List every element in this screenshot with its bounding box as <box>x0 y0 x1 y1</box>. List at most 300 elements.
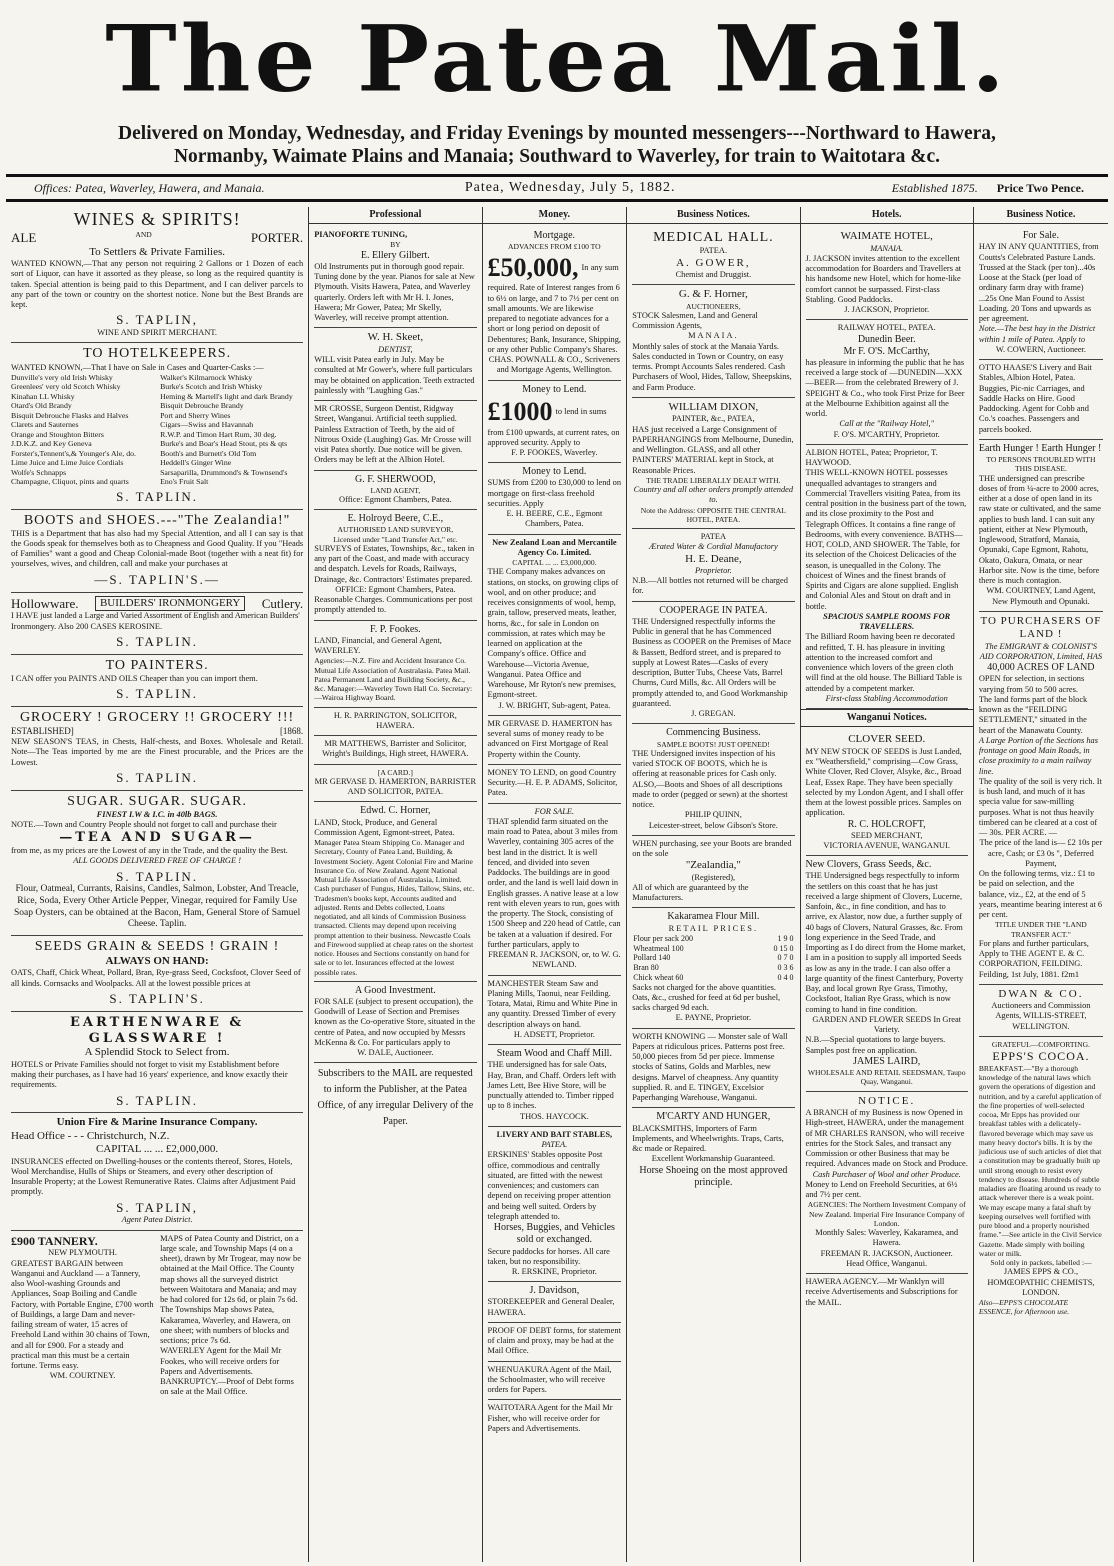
hotel-list-item: Burke's and Boar's Head Stout, pts & qts <box>160 439 288 449</box>
ad-title: RAILWAY HOTEL, PATEA. <box>837 323 936 333</box>
dateline <box>0 177 1114 199</box>
ad-dixon <box>632 398 794 529</box>
hotel-list-item: Port and Sherry Wines <box>160 410 231 420</box>
hotel-list-item: Clarets and Sauternes <box>11 420 79 430</box>
ad-for-sale <box>488 804 622 976</box>
ad-title-transfer: TITLE UNDER THE "LAND TRANSFER ACT." <box>995 920 1087 939</box>
ad-large: A Large Portion of the Sections has frontage on good Main Roads, in close proximity to a main railway line. <box>978 735 1098 776</box>
ad-title: TO PAINTERS. <box>105 657 209 673</box>
ad-name: J. Davidson, <box>529 1285 580 1297</box>
price-value: 0 15 0 <box>773 943 794 953</box>
and: AND <box>135 229 152 239</box>
ad-zealandia <box>632 836 794 909</box>
ad-body: HAY IN ANY QUANTITIES, from Coutts's Celebrated Pasture Lands. Trussed at the Stack (per ton)...40s Loose at the Stack (per load of ordinary farm dray with frame) ...25s One Man Found to Assist Loading. 20 Tons and upwards as per agreement. <box>978 242 1099 324</box>
ad-waverley: WAVERLEY Agent for the Mail Mr Fookes, who will receive orders for Papers and Advertisements. <box>160 1346 282 1376</box>
ad-name: Mr F. O'S. McCarthy, <box>843 345 930 357</box>
ad-name: F. P. Fookes. <box>370 623 421 635</box>
hotel-list-item: Booth's and Burnett's Old Tom <box>160 448 257 458</box>
ad-horner <box>314 802 476 981</box>
subtitle-line-1: Delivered on Monday, Wednesday, and Friday Evenings by mounted messengers---Northward to Hawera, <box>118 123 996 144</box>
ad-office: OFFICE: Egmont Chambers, Patea. <box>335 584 456 594</box>
ad-agencies: AGENCIES: The Northern Investment Company of New Zealand. Imperial Fire Insurance Company of London. <box>807 1200 966 1228</box>
issue-date: Patea, Wednesday, July 5, 1882. <box>464 180 676 195</box>
ad-stabling: First-class Stabling Accommodation <box>825 693 948 703</box>
signature: S. TAPLIN. <box>116 686 199 702</box>
ad-trade: THE TRADE LIBERALLY DEALT WITH. <box>646 475 781 485</box>
ad-quality: The quality of the soil is very rich. It is bush land, and much of it has specia value for saw-milling purposes. What is not thus heavily timbered can be cleared at a cost of — 30s. PER ACRE. — <box>978 776 1102 838</box>
ad-mccarty <box>632 1108 794 1193</box>
price-table <box>632 934 794 983</box>
signature: S. TAPLIN. <box>116 488 199 504</box>
ad-body: Auctioneers and Commission Agents, WILLIS-STREET, WELLINGTON. <box>991 1001 1091 1031</box>
ad-name: G. F. SHERWOOD, <box>355 473 436 485</box>
ad-title: BOOTS and SHOES.---"The Zealandia!" <box>23 512 291 528</box>
price-item: Pollard 140 <box>633 953 671 963</box>
signature: E. PAYNE, Proprietor. <box>675 1013 752 1023</box>
ad-wines <box>11 207 303 343</box>
signature: H. ADSETT, Proprietor. <box>513 1029 595 1039</box>
ad-body: STOREKEEPER and General Dealer, HAWERA. <box>487 1297 615 1317</box>
signature: J. JACKSON, Proprietor. <box>844 305 930 315</box>
ad-subtitle: FINEST I.W & I.C. in 40lb BAGS. <box>96 809 218 819</box>
ad-title: Mortgage. <box>533 230 576 242</box>
hotel-list-item: Bisquit Debrouche Brandy <box>160 401 244 411</box>
ad-body: A BRANCH of my Business is now Opened in High-street, HAWERA, under the management of MR CHARLES RANSON, who will receive entries for the Stock Sales, and transact any Commission or other Business that may be required. Advances made on Stock and Produce. <box>805 1108 968 1169</box>
tea-sugar: —TEA AND SUGAR— <box>59 830 255 846</box>
price-row <box>632 973 794 983</box>
ad-licence: Licensed under "Land Transfer Act," etc. <box>333 534 458 544</box>
ad-office: Head Office, Wanganui. <box>846 1258 928 1268</box>
ad-date: Feilding, 1st July, 1881. f2m1 <box>978 969 1080 979</box>
ad-title: EARTHENWARE & GLASSWARE ! <box>70 1014 245 1046</box>
ale: ALE <box>11 229 37 245</box>
ad-agencies: Agencies:—N.Z. Fire and Accident Insurance Co. Mutual Life Association of Australasia. Patea Mail. Patea Permanent Land and Building Society, &c., &c. Manager:—Waverley Town Hall Co. Secretary:—Wairoa Highway Board. <box>314 656 473 703</box>
subtitle-line-2: Normanby, Waimate Plains and Manaia; Southward to Waverley, for train to Waitotara &c. <box>173 146 941 167</box>
ad-body: MY NEW STOCK OF SEEDS is Just Landed, ex "Weathersfield," comprising—Cow Grass, White Clover, Red Clover, Alsyke, &c., Broad Leaf, Essex Rape. They have been specially selected by my London Agent, and I shall offer them at the lowest possible prices. Samples on application. <box>805 746 964 818</box>
capital: CAPITAL ... ... £2,000,000. <box>96 1143 219 1156</box>
porter: PORTER. <box>250 229 304 245</box>
ad-title: £900 TANNERY. <box>11 1233 98 1248</box>
ad-albion <box>806 445 968 709</box>
ad-tannery-maps <box>11 1231 303 1402</box>
hotel-list-item: Champagne, Cliquot, pints and quarts <box>11 477 129 487</box>
ad-title: SUGAR. SUGAR. SUGAR. <box>67 793 248 809</box>
ad-grain <box>11 936 303 1012</box>
ad-matthews: MR MATTHEWS, Barrister and Solicitor, Wright's Buildings, High street, HAWERA. <box>314 736 476 765</box>
ad-medical-hall <box>632 227 794 285</box>
ad-title: EPPS'S COCOA. <box>992 1049 1090 1064</box>
ad-body: GREATEST BARGAIN between Wanganui and Auckland — a Tannery, also Wool-washing Grounds and Appliances, Soap Boiling and Candle Factory, with Portable Engine, £700 worth of Buildings, a large Dam and never-failing stream of water, 15 acres of Freehold Land within 30 chains of Town, and all for £900. For a steady and practical man this must be a certain fortune. Terms easy. <box>11 1258 154 1371</box>
ad-body: MANCHESTER Steam Saw and Planing Mills, Taonui, near Feilding. Totara, Matai, Rimu and White Pine in any quantity. Dressed Timber of every description always on hand. <box>487 978 618 1029</box>
ad-body: INSURANCES effected on Dwelling-houses or the contents thereof, Stores, Hotels, Wool Merchandise, Hulls of Ships or Steamers, and every other description of Insurable Property; at the Lowest Remunerative Rates. Claims after Adjustment Paid promptly. <box>11 1156 296 1197</box>
price-value: 1 9 0 <box>777 933 794 943</box>
ad-title: Kakaramea Flour Mill. <box>667 911 760 923</box>
ad-terms: On the following terms, viz.: £1 to be paid on selection, and the balance, viz., £2, at the end of 5 years, meantime bearing interest at 6 per cent. <box>978 869 1103 920</box>
flour-list: Flour, Oatmeal, Currants, Raisins, Candles, Salmon, Lobster, And Treacle, Rice, Soda, Every Other Article Pepper, Vinegar, required for Family Use Soap Oysters, can be obtained at the Bacon, Ham, General Store of Samuel Cheese. Taplin. <box>13 884 301 930</box>
ad-subtitle: Dunedin Beer. <box>857 333 916 345</box>
ad-grocery <box>11 707 303 791</box>
hotel-list-item: Walker's Kilmarnock Whisky <box>160 372 253 382</box>
ad-body: THE Undersigned begs respectfully to inform the settlers on this coast that he has just received a large shipment of Clovers, Lucerne, Sanfoin, &c., in fine condition, and has to arrive, ex Alastor, now due, a further supply of 40 bags of Clovers, Natural Grasses, &c. From long experience in the Seed Trade, and Importing as I do direct from the Home market, I am in a position to supply all imported Seeds as low as any in the trade. I can also offer a large quantity of the finest Canterbury, Poverty Bay, and local grown Rye Grass, Timothy, Cocksfoot, Italian Rye Grass, which is now coming to hand in fine condition. <box>805 871 966 1014</box>
ad-title: Money to Lend. <box>522 466 587 478</box>
price-value: 0 3 6 <box>777 963 794 973</box>
ad-epps <box>979 1037 1103 1321</box>
ad-money: Money to Lend on Freehold Securities, at 6½ and 7½ per cent. <box>805 1179 958 1200</box>
hotel-list-item: Dunville's very old Irish Whisky <box>11 372 113 382</box>
ad-title: WINES & SPIRITS! <box>73 209 241 229</box>
hotel-list-item: Eno's Fruit Salt <box>160 477 209 487</box>
signature: S. TAPLIN'S. <box>109 990 205 1006</box>
ad-more: All of which are guaranteed by the Manufacturers. <box>632 882 749 903</box>
ad-rooms: SPACIOUS SAMPLE ROOMS FOR TRAVELLERS. <box>823 611 951 632</box>
ad-role: WHOLESALE AND RETAIL SEEDSMAN, Taupo Quay, Wanganui. <box>807 1068 966 1087</box>
signature: S. TAPLIN. <box>116 633 199 649</box>
ad-body: OATS, Chaff, Chick Wheat, Pollard, Bran, Rye-grass Seed, Cocksfoot, Clover Seed of all kinds. Cornsacks and Woolpacks. All at the lowest possible prices at <box>11 968 301 988</box>
hotel-list-item: Heddell's Ginger Wine <box>160 458 232 468</box>
ad-painters <box>11 655 303 707</box>
ad-title: PIANOFORTE TUNING, <box>314 230 408 240</box>
cutlery: Cutlery. <box>261 595 304 611</box>
signature: WM. COURTNEY, Land Agent, New Plymouth and Opunaki. <box>986 586 1096 606</box>
ad-title: WAIMATE HOTEL, <box>840 230 933 243</box>
ad-title: DWAN & CO. <box>998 987 1084 1000</box>
ad-address: Leicester-street, below Gibson's Store. <box>648 820 778 830</box>
ad-hotelkeepers <box>11 343 303 509</box>
signature: R. ERSKINE, Proprietor. <box>511 1267 597 1276</box>
ad-body: Sacks not charged for the above quantities. Oats, &c., crushed for feed at 6d per bushel, sacks charged 9d each. <box>632 982 781 1013</box>
rule <box>6 199 1108 202</box>
ad-title: Earth Hunger ! Earth Hunger ! <box>978 442 1102 454</box>
ad-address: VICTORIA AVENUE, WANGANUI. <box>823 841 950 850</box>
free-charge: ALL GOODS DELIVERED FREE OF CHARGE ! <box>73 856 241 866</box>
year: [1868. <box>279 726 304 737</box>
hotel-list-item: Burke's Scotch and Irish Whisky <box>160 382 263 392</box>
ad-crosse: MR CROSSE, Surgeon Dentist, Ridgway Street, Wanganui. Artificial teeth supplied. Painless Extraction of Teeth, by the aid of Nitrous Oxide (Laughing) Gas. Mr Crosse will visit Patea shortly. Due notice will be given. Orders may be left at the Albion Hotel. <box>314 401 476 471</box>
column-header: Money. <box>483 207 627 224</box>
ad-beere <box>314 510 476 620</box>
ad-body: J. JACKSON invites attention to the excellent accommodation for Boarders and Travellers at his handsome new Hotel, which for home-like comfort cannot be surpassed. First-class Stabling. Good Paddocks. <box>805 253 962 304</box>
ad-name: Edwd. C. Horner, <box>360 805 431 817</box>
ad-lend-fookes <box>488 381 622 464</box>
price-row <box>632 963 794 973</box>
ad-country: Country and all other orders promptly attended to. <box>633 485 794 505</box>
ad-subtitle: RETAIL PRICES. <box>668 923 759 933</box>
ad-quinn <box>632 724 794 835</box>
ad-nz-loan <box>488 535 622 716</box>
ad-body: STOCK Salesmen, Land and General Commission Agents, <box>632 310 758 331</box>
signature: FREEMAN R. JACKSON, Auctioneer. <box>820 1248 953 1258</box>
ad-reg: (Registered), <box>691 872 736 882</box>
delivery-subtitle <box>0 118 1114 174</box>
ad-sherwood <box>314 471 476 511</box>
ad-body: WILL visit Patea early in July. May be consulted at Mr Gower's, where full particulars may be obtained on application. Teeth extracted painlessly with "Laughing Gas." <box>314 355 475 395</box>
ad-body: NOTE.—Town and Country People should not forget to call and purchase their <box>11 820 277 830</box>
ad-body: NEW SEASON'S TEAS, in Chests, Half-chests, and Boxes. Wholesale and Retail. Note—The Teas imported by me are the Finest procurable, and the Prices are the Lowest. <box>11 737 304 767</box>
section-header: Wanganui Notices. <box>801 709 973 727</box>
ad-body: THIS is a Department that has also had my Special Attention, and all I can say is that the Goods speak for themselves both as to Cheapness and Good Quality. If you "Heads of Families" want a good and Cheap Colonial-made Boot (together with a neat fit) for yourselves, wives, and children, call and make your purchases at <box>11 528 304 569</box>
price: Price Two Pence. <box>996 180 1084 195</box>
ad-role: LAND AGENT, <box>370 485 421 495</box>
signature: J. GREGAN. <box>691 709 736 719</box>
ad-title: TO HOTELKEEPERS. <box>83 346 232 362</box>
ad-bold: Horses, Buggies, and Vehicles sold or exchanged. <box>493 1222 615 1246</box>
ad-body: ERSKINES' Stables opposite Post office, commodious and centrally situated, are fitted with the newest conveniences; and customers can depend on receiving proper attention and being well suited. Orders by telegraph attended to. <box>487 1150 611 1221</box>
ad-earth-hunger <box>979 440 1103 612</box>
ad-investment <box>314 982 476 1064</box>
established: ESTABLISHED] <box>11 726 74 737</box>
ad-body: BLACKSMITHS, Importers of Farm Implements, and Wheelwrights. Traps, Carts, &c made or Repaired. <box>632 1123 784 1154</box>
signature: PHILIP QUINN, <box>684 810 742 820</box>
ad-subtitle: TO PERSONS TROUBLED WITH THIS DISEASE. <box>986 455 1096 474</box>
ad-wallpaper: WORTH KNOWING — Monster sale of Wall Papers at ridiculous prices. Patterns post free. 50,000 pieces from 5d per piece. Immense stocks of Satins, Golds and Marbles, new designs. Marvel of cheapness. Any quantity supplied. R. and E. TINGEY, Excelsior Paperhanging Warehouse, Wanganui. <box>632 1029 794 1109</box>
ad-hamerton <box>314 765 476 803</box>
hotel-list-item: Sarsaparilla, Drummond's & Townsend's <box>160 467 288 477</box>
ad-name: A. GOWER, <box>676 256 751 269</box>
ad-line: ADVANCES FROM £100 TO <box>508 242 601 252</box>
ad-title: Steam Wood and Chaff Mill. <box>496 1048 612 1060</box>
ad-body: In any sum required. Rate of Interest ranges from 6 to 6½ on large, and 7 to 7½ per cent on small amounts. We are likewise prepared to negotiate advances for a short or long period on deposit of Debentures; Bank, Insurance, Shipping, or any other Public Company's Shares. <box>487 262 622 354</box>
ad-title: ALBION HOTEL, Patea; Proprietor, T. HAYWOOD. <box>805 447 938 468</box>
ad-body: WHEN purchasing, see your Boots are branded on the sole <box>632 838 792 859</box>
hotel-list-item: R.W.P. and Timon Hart Rum, 30 deg. <box>160 429 277 439</box>
ad-name: WILLIAM DIXON, <box>668 400 759 413</box>
signature: E. H. BEERE, C.E., Egmont Chambers, Patea. <box>506 509 603 529</box>
signature: S. TAPLIN, <box>116 312 199 328</box>
ad-address: Note the Address: OPPOSITE THE CENTRAL HOTEL, PATEA. <box>640 505 786 524</box>
hotel-list-right <box>160 373 303 487</box>
signature-role: Agent Patea District. <box>121 1215 193 1225</box>
ad-waitotara: WAITOTARA Agent for the Mail Mr Fisher, who will receive order for Papers and Advertisements. <box>487 1403 613 1433</box>
ad-shoeing: Horse Shoeing on the most approved principle. <box>639 1164 788 1188</box>
ad-title: M'CARTY AND HUNGER, <box>656 1111 771 1123</box>
ad-price: The price of the land is— £2 10s per acre, Cash; or £3 0s ", Deferred Payment, <box>979 838 1103 868</box>
ad-title: GROCERY ! GROCERY !! GROCERY !!! <box>19 710 295 725</box>
ad-more: Secure paddocks for horses. All care taken, but no responsibility. <box>487 1246 610 1266</box>
ad-body: SURVEYS of Estates, Townships, &c., taken in any part of the Coast, and made with accuracy and despatch. Levels for Roads, Railways, Drainage, &c. Contractors' Estimates prepared. <box>314 543 475 584</box>
ad-title: For Sale. <box>1022 230 1059 242</box>
ad-title: New Zealand Loan and Mercantile Agency Co. Limited. <box>492 537 617 557</box>
ad-title: TO PURCHASERS OF LAND ! <box>980 614 1102 641</box>
signature: S. TAPLIN. <box>116 868 199 884</box>
price-item: Flour per sack 200 <box>633 933 693 943</box>
ad-subtitle: A Splendid Stock to Select from. <box>84 1046 230 1059</box>
ad-name: JAMES LAIRD, <box>853 1055 921 1067</box>
ad-purchasers <box>979 612 1103 985</box>
hotel-list-item: Forster's,Tennent's,& Younger's Ale, do. <box>11 448 136 458</box>
signature: JAMES EPPS & CO., HOMŒOPATHIC CHEMISTS, LONDON. <box>987 1267 1095 1297</box>
ad-body: THE Undersigned respectfully informs the Public in general that he has Commenced Business as COOPER on the Premises of Mace & Bassett, Bedford street, and is prepared to supply at Lowest Rates—Casks of every description, Butter Tubs, Cheese Vats, Barrel Churns, Curd Mills, &c. All Orders will be promptly attended to, and Good Workmanship guaranteed. <box>632 616 792 708</box>
by: BY <box>390 240 401 250</box>
signature: F. O'S. M'CARTHY, Proprietor. <box>833 429 940 439</box>
ad-horner-auctioneers <box>632 285 794 398</box>
ad-name: "Zealandia," <box>685 859 741 872</box>
ad-title: SEEDS GRAIN & SEEDS ! GRAIN ! <box>34 938 280 954</box>
ad-body: HOTELS or Private Families should not forget to visit my Establishment before making their purchases, as I have had 16 years' experience, and know exactly their requirements. <box>11 1059 288 1090</box>
columns <box>6 207 1108 1562</box>
ad-body: from me, as my prices are the Lowest of any in the Trade, and the quality the Best. <box>11 846 288 856</box>
ad-cash: Cash Purchaser of Wool and other Produce. <box>812 1169 961 1179</box>
ad-sugar <box>11 791 303 936</box>
column-professional <box>309 207 482 1562</box>
ad-name: W. H. Skeet, <box>367 331 424 344</box>
ad-subscribers: Subscribers to the MAIL are requested to inform the Publisher, at the Patea Office, of any irregular Delivery of the Paper. <box>317 1068 474 1128</box>
ad-notice-jackson <box>806 1092 968 1274</box>
ad-steam-mill <box>488 1045 622 1127</box>
column-hotels <box>801 207 974 1562</box>
established: Established 1875. <box>891 180 978 195</box>
ad-title: New Clovers, Grass Seeds, &c. <box>805 859 932 871</box>
ad-title: COOPERAGE IN PATEA. <box>659 604 768 616</box>
ad-title: CLOVER SEED. <box>848 733 926 746</box>
ad-dwan <box>979 985 1103 1037</box>
ad-subtitle: To Settlers & Private Families. <box>89 245 225 258</box>
amount: £50,000, <box>487 252 579 282</box>
ad-list: Manager Patea Steam Shipping Co. Manager and Secretary, County of Patea Land, Building, & Investment Society. Agent Colonial Fire and Marine Insurance Co. of New Zealand. Agent National Mutual Life Association of Australasia, Limited. Cash purchaser of Fungus, Hides, Tallow, Skins, etc. Tradesmen's books kept, Accounts audited and adjusted. Rents and Debts collected, Loans negotiated, and all kinds of Commission Business transacted. Clients may depend upon receiving prompt attention to their business. Newcastle Coals and Firewood supplied at cheap rates on the shortest notice. Houses and Sections constantly on hand for sale or to let. Insurances effected at the lowest possible rates. <box>314 838 475 977</box>
ad-body: SUMS from £200 to £30,000 to lend on mortgage on first-class freehold securities. Apply <box>487 478 622 508</box>
ad-place: MANAIA. <box>688 331 739 341</box>
ad-body: THE Company makes advances on stations, on stocks, on growing clips of wool, and on other produce; and receives consignments of wool, hemp, grain, tallow, preserved meats, leather, horns, &c., for sale in London on commission, at rates which may be learned on application at the Company's office. Office and Warehouse—Victoria Avenue, Wanganui. Patea Office and Warehouse, Mr Ryton's new premises, Egmont-street. <box>487 567 619 700</box>
capital: CAPITAL ... ... £3,000,000. <box>512 558 597 568</box>
ad-body: I CAN offer you PAINTS AND OILS Cheaper than you can import them. <box>11 673 258 683</box>
ad-body: HAS just received a Large Consignment of PAPERHANGINGS from Melbourne, Dunedin, and Wellington. GLASS, and all other PAINTERS' MATERIAL kept in Stock, at Reasonable Prices. <box>632 424 794 475</box>
newspaper-title: The Patea Mail. <box>105 4 1009 113</box>
ad-nb: N.B.—Special quotations to large buyers. Samples post free on application. <box>805 1035 946 1055</box>
ad-hay-sale <box>979 227 1103 360</box>
ad-more: Excellent Workmanship Guaranteed. <box>651 1154 775 1164</box>
ad-piano <box>314 227 476 328</box>
hotel-list-item: Bisquit Debrouche Flasks and Halves <box>11 410 129 420</box>
ad-deane <box>632 529 794 602</box>
column-business <box>627 207 800 1562</box>
hotel-list-item: Orange and Stoughton Bitters <box>11 429 104 439</box>
hotel-list-item: Otard's Old Brandy <box>11 401 72 411</box>
hotel-list-item: Greenlees' very old Scotch Whisky <box>11 382 121 392</box>
column-money <box>483 207 628 1562</box>
ad-role: AUTHORISED LAND SURVEYOR, <box>337 525 454 535</box>
ad-subtitle: SAMPLE BOOTS! JUST OPENED! <box>657 739 770 749</box>
price-item: Wheatmeal 100 <box>633 943 684 953</box>
ad-acres: 40,000 ACRES OF LAND <box>987 662 1095 674</box>
ad-ironmongery <box>11 593 303 655</box>
ad-role: SEED MERCHANT, <box>850 830 923 840</box>
ad-manchester <box>488 976 622 1046</box>
signature: S. TAPLIN, <box>116 1199 199 1215</box>
ad-davidson <box>488 1282 622 1323</box>
ad-charges: Reasonable Charges. Communications per post promptly attended to. <box>314 595 473 615</box>
ad-body: WANTED KNOWN,—That I have on Sale in Cases and Quarter-Casks :— <box>11 362 264 372</box>
builders-ironmongery: BUILDERS' IRONMONGERY <box>95 596 245 612</box>
signature: J. W. BRIGHT, Sub-agent, Patea. <box>498 700 611 710</box>
ad-subtitle: GRATEFUL—COMFORTING. <box>991 1039 1090 1049</box>
signature: S. TAPLIN. <box>116 769 199 785</box>
ad-maps: MAPS of Patea County and District, on a large scale, and Township Maps (4 on a sheet), drawn by Mr Trogear, may now be obtained at the Mail Office. The County map shows all the surveyed district between Waitotara and Manaia; and may be had colored for 12s 6d, or plain 7s 6d. The Townships Map shows Patea, Kakaramea, Waverley, and Hawera, on one sheet; with numbers of blocks and sections; price 7s 6d. <box>160 1233 301 1346</box>
column-header: Business Notices. <box>627 207 799 224</box>
signature: WM. COURTNEY. <box>49 1371 116 1381</box>
ad-body: BREAKFAST.—"By a thorough knowledge of the natural laws which govern the operations of digestion and nutrition, and by a careful application of the fine properties of well-selected cocoa, Mr Epps has provided our breakfast tables with a delicately-flavored beverage which may save us many heavy doctor's bills. It is by the judicious use of such articles of diet that a constitution may be gradually built up until strong enough to resist every tendency to disease. Hundreds of subtle maladies are floating around us ready to attack wherever there is a weak point. We may escape many a fatal shaft by keeping ourselves well fortified with pure blood and a properly nourished frame."—See article in the Civil Service Gazette. Made simply with boiling water or milk. <box>978 1063 1102 1258</box>
ad-place: PATEA <box>700 532 727 541</box>
ad-also: Also—EPPS'S CHOCOLATE ESSENCE, for Afternoon use. <box>978 1298 1070 1317</box>
column-header: Hotels. <box>801 207 973 224</box>
ad-sold: Sold only in packets, labelled :— <box>990 1258 1092 1268</box>
ad-boots <box>11 510 303 593</box>
ad-mortgage <box>488 227 622 380</box>
ad-name: H. E. Deane, <box>685 552 742 565</box>
hotel-list-item: J.D.K.Z. and Key Geneva <box>11 439 92 449</box>
ad-body: THIS WELL-KNOWN HOTEL possesses unequalled advantages to strangers and Commercial Travellers visiting Patea, from its central position in the business part of the town, and its close proximity to the Post and Telegraph Offices. It contains a fine range of Bedrooms, with every convenience. BATHS—HOT, COLD, AND SHOWER. The Table, for its selection of the Choicest Delicacies of the season, is unequalled in the Colony. The choicest of Wines and the finest brands of Spirits and Cigars are alone supplied. English and Colonial Ales and Stout on draft and in bottle. <box>805 468 967 611</box>
card-label: [A CARD.] <box>377 767 413 777</box>
ad-whenuakura: WHENUAKURA Agent of the Mail, the Schoolmaster, who will receive orders for Papers. <box>488 1362 622 1401</box>
price-item: Chick wheat 60 <box>633 972 684 982</box>
signature: FREEMAN R. JACKSON, or, to W. G. NEWLAND. <box>488 950 621 970</box>
ad-title: Ærated Water & Cordial Manufactory <box>649 542 778 552</box>
price-value: 0 7 0 <box>777 953 794 963</box>
ad-open: OPEN for selection, in sections varying from 50 to 500 acres. <box>978 674 1085 694</box>
ad-title: MEDICAL HALL. <box>653 230 774 246</box>
always-on-hand: ALWAYS ON HAND: <box>105 954 209 967</box>
ad-title: NOTICE. <box>858 1094 916 1107</box>
ad-body: MR GERVASE D. HAMERTON, BARRISTER AND SOLICITOR, PATEA. <box>314 776 477 797</box>
ad-place: PATEA. <box>699 246 728 256</box>
ad-role: Proprietor. <box>695 565 732 575</box>
hotel-list-item: Cigars—Swiss and Havannah <box>160 420 254 430</box>
ad-call: Call at the "Railway Hotel," <box>839 419 935 429</box>
ad-title: FOR SALE. <box>534 806 575 816</box>
signature: F. P. FOOKES, Waverley. <box>511 448 598 457</box>
signature: THOS. HAYCOCK. <box>519 1111 589 1121</box>
ad-body: I HAVE just landed a Large and Varied Assortment of English and American Builders' Ironmongery. Also 200 CASES KEROSINE. <box>11 611 300 631</box>
ad-name: E. Holroyd Beere, C.E., <box>347 513 444 525</box>
signature: CHAS. POWNALL & CO., Scriveners and Mortgage Agents, Wellington. <box>488 355 620 375</box>
ad-skeet <box>314 328 476 401</box>
offices: Offices: Patea, Waverley, Hawera, and Manaia. <box>34 180 265 195</box>
ad-place: MANAIA. <box>870 243 904 253</box>
price-row <box>632 953 794 963</box>
ad-role: Chemist and Druggist. <box>675 269 752 279</box>
ad-waimate <box>806 227 968 320</box>
signature-role: WINE AND SPIRIT MERCHANT. <box>97 328 217 338</box>
ad-hamerton-money: MR GERVASE D. HAMERTON has several sums of money ready to be advanced on First Mortgage of Real Property within the County. <box>488 716 622 765</box>
ad-adams: MONEY TO LEND, on good Country Security.—H. E. P. ADAMS, Solicitor, Patea. <box>488 765 622 804</box>
ad-proof-of-debt: PROOF OF DEBT forms, for statement of claim and proxy, may be had at the Mail Office. <box>488 1323 622 1362</box>
ad-body: N.B.—All bottles not returned will be charged for. <box>632 576 788 596</box>
ad-body: THE Undersigned invites inspection of his varied STOCK OF BOOTS, which he is offering at reasonable prices for Cash only. ALSO,—Boots and Shoes of all descriptions made to order (pegged or sewn) at the shortest notice. <box>632 748 788 810</box>
ad-body: WANTED KNOWN,—That any person not requiring 2 Gallons or 1 Dozen of each sort of Liquor, can have it assorted as they please, so long as the required quantity is taken. Special attention is being paid to this Department, and I can deliver parcels to any part of the town or country on the shortest notice. None but the Best Brands are kept. <box>11 259 304 310</box>
ad-title: Money to Lend. <box>522 383 587 395</box>
ad-title: G. & F. Horner, <box>678 288 748 301</box>
column-business-notice <box>974 207 1108 1562</box>
price-item: Bran 80 <box>633 963 659 973</box>
signature: W. DALE, Auctioneer. <box>357 1048 434 1058</box>
ad-cooperage <box>632 602 794 725</box>
head-office: Head Office - - - Christchurch, N.Z. <box>11 1129 170 1142</box>
hotel-list-item: Lime Juice and Lime Juice Cordials <box>11 458 124 468</box>
signature: —S. TAPLIN'S.— <box>94 571 220 587</box>
ad-apply: For plans and further particulars, Apply to THE AGENT E. & C. CORPORATION, FEILDING. <box>978 938 1089 969</box>
ad-body: FOR SALE (subject to present occupation), the Goodwill of Lease of Section and Premises known as the Co-operative Store, situated in the centre of Patea, and now occupied by Messrs McKenna & Co. For particulars apply to <box>314 996 476 1047</box>
ad-union-insurance <box>11 1113 303 1230</box>
ad-place: NEW PLYMOUTH. <box>48 1248 117 1258</box>
ad-railway-hotel <box>806 320 968 445</box>
ad-office: Office: Egmont Chambers, Patea. <box>339 494 452 504</box>
ad-body: to lend in sums from £100 upwards, at current rates, on approved security. Apply to <box>487 406 620 447</box>
ad-title: Commencing Business. <box>666 727 761 739</box>
ad-role: DENTIST, <box>378 344 413 354</box>
ad-role: AUCTIONEERS, <box>686 301 741 311</box>
ad-monthly: Monthly Sales: Waverley, Kakaramea, and Hawera. <box>815 1228 959 1248</box>
ad-body: LAND, Stock, Produce, and General Commission Agent, Egmont-street, Patea. <box>314 817 455 837</box>
hotel-list-item: Wolfe's Schnapps <box>11 467 67 477</box>
price-row <box>632 944 794 954</box>
